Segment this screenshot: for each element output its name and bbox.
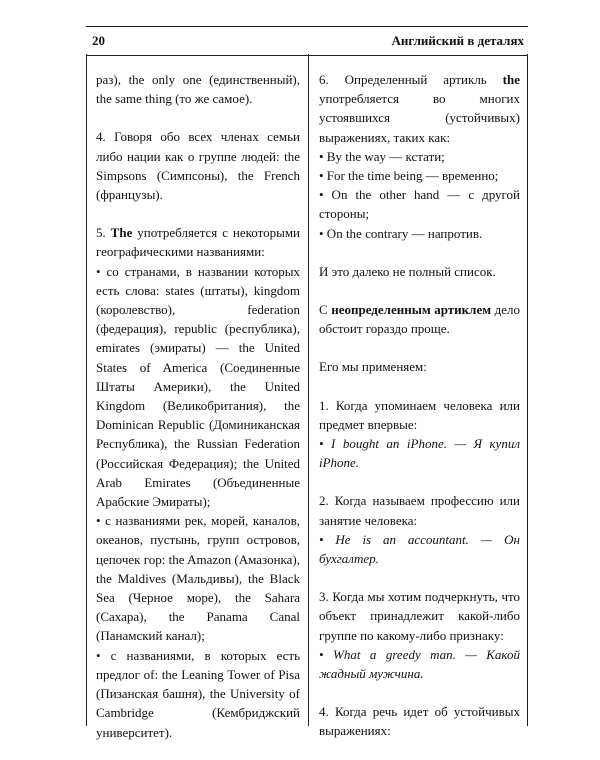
usage-example: • I bought an iPhone. — Я купил iPhone. [319, 436, 520, 471]
page-header [86, 26, 528, 56]
paragraph-continued: раз), the only one (единственный), the same thing (то же самое). [96, 72, 300, 107]
page-number: 20 [92, 33, 105, 48]
list-item: • On the contrary — напротив. [319, 225, 483, 241]
paragraph-rule-6 [319, 70, 520, 243]
intro-start: С [319, 302, 328, 318]
list-item: • с названиями, в которых есть предлог of: the Leaning Tower of Pisa (Пизанская башня), the University of Cambridge (Кембриджский университет). [96, 647, 300, 740]
list-item: • For the time being — временно; [319, 168, 499, 184]
rule-text: употребляется во многих устоявшихся (устойчивых) выражениях, таких как: [319, 91, 520, 145]
left-border [86, 54, 87, 726]
left-column [96, 70, 300, 742]
usage-4: 4. Когда речь идет об устойчивых выражениях: [319, 704, 520, 739]
right-border [527, 54, 528, 726]
intro-rest: дело обстоит гораздо проще. [319, 302, 520, 337]
paragraph-rule-5 [96, 223, 300, 741]
usage-text: 3. Когда мы хотим подчеркнуть, что объект принадлежит какой-либо группе по какому-либо признаку: [319, 589, 520, 643]
usage-text: 2. Когда называем профессию или занятие человека: [319, 493, 520, 528]
list-item: • со странами, в названии которых есть слова: states (штаты), kingdom (королевство), federation (федерация), republic (республика), emirates (эмираты) — the United States of America (Соединенные Штаты Америки), the United Kingdom (Великобритания), the Dominican Republic (Доминиканская Республика), the Russian Federation (Российская Федерация); the United Arab Emirates (Объединенные Арабские Эмираты); [96, 263, 300, 510]
list-item: • By the way — кстати; [319, 148, 445, 164]
usage-1 [319, 396, 520, 473]
column-divider [308, 54, 309, 726]
indefinite-article-intro [319, 300, 520, 338]
usage-text: 1. Когда упоминаем человека или предмет впервые: [319, 397, 520, 432]
usage-2 [319, 491, 520, 568]
usage-example: • What a greedy man. — Какой жадный мужчина. [319, 646, 520, 682]
page-frame [86, 26, 528, 740]
list-item: • с названиями рек, морей, каналов, океанов, пустынь, групп островов, цепочек гор: the Amazon (Амазонка), the Maldives (Мальдивы), the Black Sea (Черное море), the Sahara (Сахара), the Panama Canal (Панамский канал); [96, 513, 300, 644]
article-the: the [502, 72, 520, 87]
right-column [319, 70, 520, 760]
paragraph-rule-4: 4. Говоря обо всех членах семьи либо нации как о группе людей: the Simpsons (Симпсоны), the French (французы). [96, 129, 300, 203]
usage-heading: Его мы применяем: [319, 359, 427, 375]
article-the: The [110, 225, 133, 241]
rule-number: 5. [96, 225, 106, 241]
indefinite-article-term: неопределенным артиклем [331, 302, 492, 318]
usage-3 [319, 587, 520, 683]
usage-example: • He is an accountant. — Он бухгалтер. [319, 531, 520, 567]
running-title: Английский в деталях [391, 33, 524, 48]
note-text: И это далеко не полный список. [319, 263, 496, 279]
rule-text: 6. Определенный артикль [319, 72, 487, 87]
rule-text: употребляется с некоторыми географическими названиями: [96, 225, 301, 260]
list-item: • On the other hand — с другой стороны; [319, 187, 520, 222]
